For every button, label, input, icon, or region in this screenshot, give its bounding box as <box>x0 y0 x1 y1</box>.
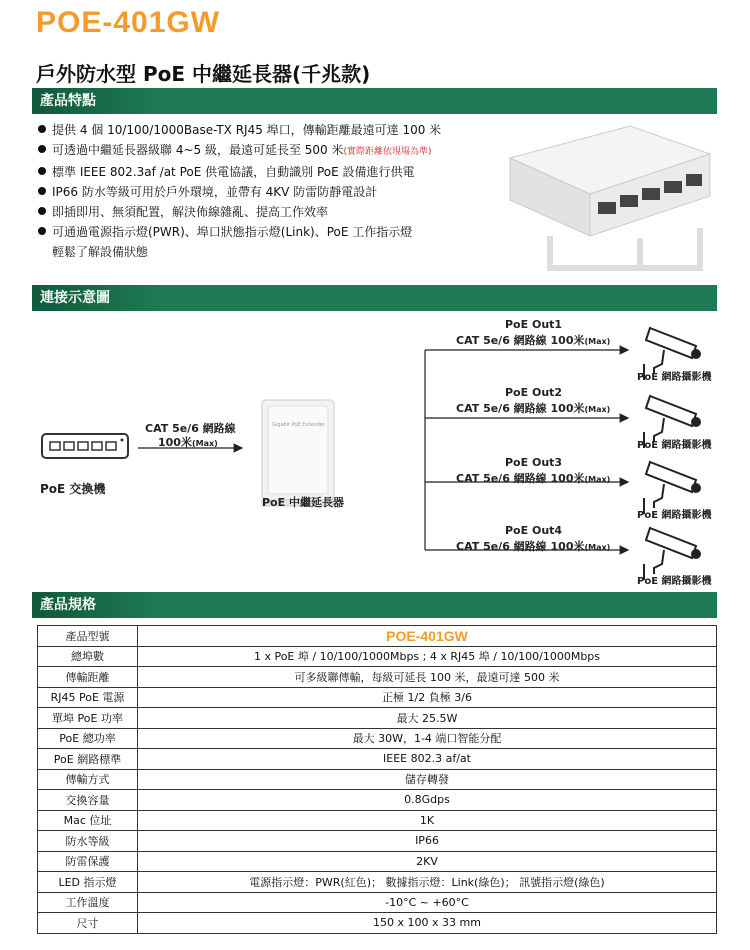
camera-label: PoE 網路攝影機 <box>637 372 712 383</box>
feature-item-continued: 輕鬆了解設備狀態 <box>52 245 149 259</box>
switch-label: PoE 交換機 <box>40 482 106 496</box>
spec-key: 傳輸方式 <box>38 769 138 790</box>
camera-label: PoE 網路攝影機 <box>637 440 712 451</box>
section-bar-diagram <box>32 285 717 311</box>
output-port-label: PoE Out2 <box>505 386 563 399</box>
section-bar-features <box>32 88 717 114</box>
extender-device-text: Gigabit PoE Extender <box>272 422 325 428</box>
spec-key: 交換容量 <box>38 790 138 811</box>
feature-item: IP66 防水等級可用於戶外環境，並帶有 4KV 防雷防靜電設計 <box>38 182 518 202</box>
spec-value: 可多級聯傳輸，每級可延長 100 米，最遠可達 500 米 <box>138 667 717 688</box>
output-cable-label: CAT 5e/6 網路線 100米(Max) <box>456 334 611 347</box>
spec-key: 工作溫度 <box>38 892 138 913</box>
spec-key: 尺寸 <box>38 913 138 934</box>
table-row <box>38 810 717 831</box>
spec-value: 150 x 100 x 33 mm <box>138 913 717 934</box>
feature-item: 提供 4 個 10/100/1000Base-TX RJ45 埠口，傳輸距離最遠可達 100 米 <box>38 120 518 140</box>
spec-value: 1 x PoE 埠 / 10/100/1000Mbps ; 4 x RJ45 埠 / 10/100/1000Mbps <box>138 646 717 667</box>
output-port-label: PoE Out4 <box>505 524 563 537</box>
extender-label: PoE 中繼延長器 <box>262 496 344 509</box>
table-row <box>38 851 717 872</box>
table-row <box>38 769 717 790</box>
table-row <box>38 708 717 729</box>
spec-value: POE-401GW <box>138 626 717 647</box>
spec-value: 電源指示燈：PWR(紅色)； 數據指示燈：Link(綠色)； 訊號指示燈(綠色) <box>138 872 717 893</box>
bullet-icon <box>38 125 46 133</box>
spec-key: PoE 網路標準 <box>38 749 138 770</box>
spec-key: 防水等級 <box>38 831 138 852</box>
feature-item: 可透過中繼延長器級聯 4~5 級，最遠可延長至 500 米(實際距離依現場為準) <box>38 140 518 162</box>
spec-value: IEEE 802.3 af/at <box>138 749 717 770</box>
product-subtitle: 戶外防水型 PoE 中繼延長器(千兆款) <box>36 62 371 86</box>
switch-icon <box>42 434 128 458</box>
output-cable-label: CAT 5e/6 網路線 100米(Max) <box>456 540 611 553</box>
output-port-label: PoE Out1 <box>505 318 563 331</box>
bullet-icon <box>38 187 46 195</box>
extender-device-icon <box>262 400 334 506</box>
feature-note: (實際距離依現場為準) <box>343 147 432 157</box>
table-row <box>38 626 717 647</box>
spec-value: 最大 25.5W <box>138 708 717 729</box>
table-row <box>38 646 717 667</box>
table-row <box>38 872 717 893</box>
spec-key: 產品型號 <box>38 626 138 647</box>
spec-key: PoE 總功率 <box>38 728 138 749</box>
spec-key: 總埠數 <box>38 646 138 667</box>
cable-in-distance: 100米(Max) <box>158 436 218 449</box>
spec-key: 單埠 PoE 功率 <box>38 708 138 729</box>
spec-key: RJ45 PoE 電源 <box>38 687 138 708</box>
feature-item: 即插即用、無須配置，解決佈線雜亂、提高工作效率 <box>38 202 518 222</box>
section-title-features: 產品特點 <box>40 93 96 109</box>
feature-item: 可通過電源指示燈(PWR)、埠口狀態指示燈(Link)、PoE 工作指示燈 <box>38 222 518 242</box>
product-title: POE-401GW <box>36 6 221 39</box>
table-row <box>38 749 717 770</box>
spec-value: 儲存轉發 <box>138 769 717 790</box>
connection-diagram <box>0 310 750 590</box>
cable-in-label: CAT 5e/6 網路線 <box>145 422 236 435</box>
spec-value: 2KV <box>138 851 717 872</box>
spec-value: IP66 <box>138 831 717 852</box>
table-row <box>38 790 717 811</box>
table-row <box>38 667 717 688</box>
table-row <box>38 892 717 913</box>
spec-value: 1K <box>138 810 717 831</box>
spec-value: -10°C ~ +60°C <box>138 892 717 913</box>
table-row <box>38 913 717 934</box>
spec-value: 0.8Gdps <box>138 790 717 811</box>
section-title-diagram: 連接示意圖 <box>40 290 110 306</box>
spec-value: 最大 30W，1-4 端口智能分配 <box>138 728 717 749</box>
product-image <box>490 118 720 278</box>
camera-label: PoE 網路攝影機 <box>637 510 712 521</box>
table-row <box>38 728 717 749</box>
spec-value: 正極 1/2 負極 3/6 <box>138 687 717 708</box>
section-bar-specs <box>32 592 717 618</box>
table-row <box>38 831 717 852</box>
bullet-icon <box>38 145 46 153</box>
table-row <box>38 687 717 708</box>
camera-label: PoE 網路攝影機 <box>637 576 712 587</box>
section-title-specs: 產品規格 <box>40 597 96 613</box>
bullet-icon <box>38 227 46 235</box>
feature-list <box>38 120 518 262</box>
bullet-icon <box>38 207 46 215</box>
spec-key: LED 指示燈 <box>38 872 138 893</box>
output-port-label: PoE Out3 <box>505 456 563 469</box>
spec-key: 防雷保護 <box>38 851 138 872</box>
spec-key: 傳輸距離 <box>38 667 138 688</box>
bullet-icon <box>38 167 46 175</box>
feature-item: 標準 IEEE 802.3af /at PoE 供電協議，自動識別 PoE 設備進行供電 <box>38 162 518 182</box>
output-cable-label: CAT 5e/6 網路線 100米(Max) <box>456 402 611 415</box>
spec-table <box>37 625 717 934</box>
spec-key: Mac 位址 <box>38 810 138 831</box>
output-cable-label: CAT 5e/6 網路線 100米(Max) <box>456 472 611 485</box>
